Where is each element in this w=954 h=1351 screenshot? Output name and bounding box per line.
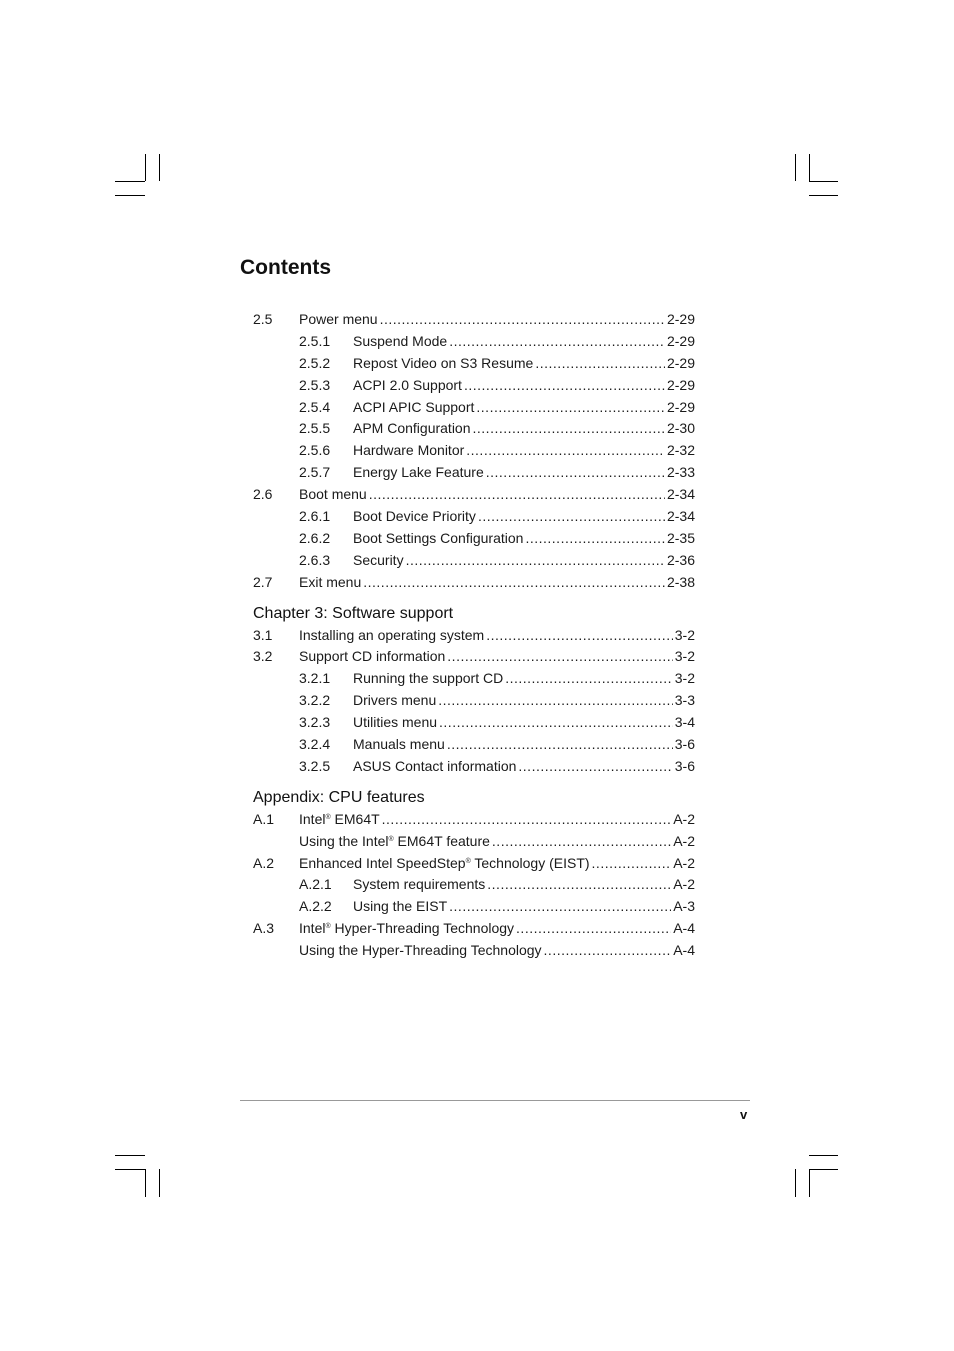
toc-entry[interactable] bbox=[253, 309, 695, 331]
entry-page: 2-34 bbox=[666, 486, 695, 503]
section-heading: Chapter 3: Software support bbox=[253, 604, 454, 622]
dot-leader bbox=[486, 462, 665, 484]
entry-label: Hardware Monitor bbox=[353, 442, 465, 459]
entry-label: Exit menu bbox=[299, 573, 362, 590]
dot-leader bbox=[544, 940, 672, 962]
dot-leader bbox=[406, 550, 665, 572]
entry-number: A.2.2 bbox=[299, 898, 332, 915]
entry-label: Support CD information bbox=[299, 648, 446, 665]
dot-leader bbox=[592, 853, 672, 875]
toc-entry[interactable] bbox=[253, 712, 695, 734]
entry-number: A.2.1 bbox=[299, 876, 332, 893]
entry-label: ASUS Contact information bbox=[353, 757, 517, 774]
entry-page: 3-6 bbox=[674, 736, 695, 753]
crop-mark bbox=[159, 1169, 160, 1197]
entry-number: 2.7 bbox=[253, 573, 273, 590]
entry-label: Using the Hyper-Threading Technology bbox=[299, 942, 542, 959]
toc-entry[interactable] bbox=[253, 831, 695, 853]
dot-leader bbox=[447, 734, 673, 756]
entry-page: 2-34 bbox=[666, 508, 695, 525]
section-heading: Appendix: CPU features bbox=[253, 788, 425, 806]
entry-label: ACPI 2.0 Support bbox=[353, 376, 462, 393]
entry-page: 3-4 bbox=[674, 714, 695, 731]
toc-entry[interactable] bbox=[253, 397, 695, 419]
dot-leader bbox=[439, 712, 673, 734]
entry-page: 3-3 bbox=[674, 692, 695, 709]
toc-entry[interactable] bbox=[253, 690, 695, 712]
toc-entry[interactable] bbox=[253, 809, 695, 831]
toc-entry[interactable] bbox=[253, 484, 695, 506]
dot-leader bbox=[449, 896, 671, 918]
toc-entry[interactable] bbox=[253, 734, 695, 756]
entry-page: A-4 bbox=[673, 942, 695, 959]
crop-mark bbox=[159, 154, 160, 181]
dot-leader bbox=[492, 831, 671, 853]
entry-page: 2-32 bbox=[666, 442, 695, 459]
toc-entry[interactable] bbox=[253, 918, 695, 940]
toc-entry[interactable] bbox=[253, 418, 695, 440]
entry-label: Manuals menu bbox=[353, 736, 445, 753]
dot-leader bbox=[438, 690, 673, 712]
entry-label: Using the Intel® EM64T feature bbox=[299, 832, 490, 849]
entry-page: 2-29 bbox=[666, 311, 695, 327]
toc-entry[interactable] bbox=[253, 375, 695, 397]
entry-label: Running the support CD bbox=[353, 670, 504, 687]
entry-number: 2.5.6 bbox=[299, 442, 331, 459]
toc-entry[interactable] bbox=[253, 874, 695, 896]
toc-entry[interactable] bbox=[253, 853, 695, 875]
dot-leader bbox=[525, 528, 665, 550]
dot-leader bbox=[449, 331, 665, 353]
toc-entry[interactable] bbox=[253, 625, 695, 647]
entry-number: 2.6 bbox=[253, 486, 273, 503]
entry-label: APM Configuration bbox=[353, 420, 471, 437]
entry-label: Suspend Mode bbox=[353, 332, 448, 349]
entry-page: A-2 bbox=[673, 854, 695, 871]
entry-page: A-4 bbox=[673, 920, 695, 937]
entry-page: 3-2 bbox=[674, 670, 695, 687]
dot-leader bbox=[518, 756, 672, 778]
dot-leader bbox=[363, 572, 665, 594]
entry-label: Intel® EM64T bbox=[299, 810, 380, 827]
toc-entry[interactable] bbox=[253, 896, 695, 918]
entry-page: 2-35 bbox=[666, 529, 695, 546]
entry-number: 2.5 bbox=[253, 311, 273, 327]
entry-page: 2-29 bbox=[666, 354, 695, 371]
dot-leader bbox=[380, 309, 665, 331]
toc-entry[interactable] bbox=[253, 462, 695, 484]
entry-page: 2-29 bbox=[666, 376, 695, 393]
crop-mark bbox=[809, 1155, 838, 1156]
entry-number: 3.2.3 bbox=[299, 714, 331, 731]
dot-leader bbox=[487, 874, 671, 896]
crop-mark bbox=[145, 1169, 146, 1197]
entry-number: 2.6.2 bbox=[299, 529, 331, 546]
entry-label: Boot Device Priority bbox=[353, 508, 476, 525]
entry-page: 2-33 bbox=[666, 464, 695, 481]
entry-number: A.1 bbox=[253, 810, 275, 827]
crop-mark bbox=[809, 195, 838, 196]
crop-mark bbox=[809, 154, 810, 181]
dot-leader bbox=[516, 918, 671, 940]
entry-page: A-3 bbox=[673, 898, 695, 915]
entry-page: 2-29 bbox=[666, 332, 695, 349]
entry-number: 3.2.2 bbox=[299, 692, 331, 709]
entry-number: 2.6.1 bbox=[299, 508, 331, 525]
entry-page: 3-2 bbox=[674, 648, 695, 665]
entry-number: 2.5.1 bbox=[299, 332, 331, 349]
dot-leader bbox=[447, 646, 672, 668]
dot-leader bbox=[505, 668, 673, 690]
entry-number: 3.2 bbox=[253, 648, 273, 665]
dot-leader bbox=[473, 418, 665, 440]
dot-leader bbox=[464, 375, 665, 397]
page-number: v bbox=[740, 1107, 748, 1122]
entry-label: Energy Lake Feature bbox=[353, 464, 484, 481]
dot-leader bbox=[476, 397, 665, 419]
entry-page: 2-38 bbox=[666, 573, 695, 590]
table-of-contents bbox=[253, 309, 695, 962]
toc-entry[interactable] bbox=[253, 506, 695, 528]
dot-leader bbox=[369, 484, 665, 506]
entry-number: A.2 bbox=[253, 854, 275, 871]
entry-page: A-2 bbox=[673, 876, 695, 893]
crop-mark bbox=[115, 181, 145, 182]
entry-number: A.3 bbox=[253, 920, 275, 937]
entry-number: 2.5.7 bbox=[299, 464, 331, 481]
dot-leader bbox=[535, 353, 665, 375]
toc-entry[interactable] bbox=[253, 646, 695, 668]
footer-rule bbox=[240, 1100, 750, 1101]
entry-page: A-2 bbox=[673, 810, 695, 827]
entry-number: 3.2.1 bbox=[299, 670, 331, 687]
entry-page: 2-36 bbox=[666, 551, 695, 568]
entry-label: Boot Settings Configuration bbox=[353, 529, 524, 546]
entry-label: Drivers menu bbox=[353, 692, 437, 709]
dot-leader bbox=[382, 809, 672, 831]
crop-mark bbox=[145, 154, 146, 181]
entry-label: Intel® Hyper-Threading Technology bbox=[299, 920, 515, 937]
crop-mark bbox=[795, 154, 796, 181]
entry-label: Enhanced Intel SpeedStep® Technology (EIST) bbox=[299, 854, 590, 871]
entry-label: Utilities menu bbox=[353, 714, 438, 731]
toc-section bbox=[253, 309, 695, 594]
entry-label: Installing an operating system bbox=[299, 626, 485, 643]
crop-mark bbox=[115, 195, 145, 196]
dot-leader bbox=[478, 506, 665, 528]
toc-section bbox=[253, 603, 695, 778]
crop-mark bbox=[809, 1169, 838, 1170]
toc-entry[interactable] bbox=[253, 528, 695, 550]
entry-page: 3-6 bbox=[674, 757, 695, 774]
entry-number: 2.5.4 bbox=[299, 398, 331, 415]
entry-page: 2-29 bbox=[666, 398, 695, 415]
entry-page: 3-2 bbox=[674, 626, 695, 643]
entry-label: ACPI APIC Support bbox=[353, 398, 475, 415]
entry-number: 3.2.4 bbox=[299, 736, 331, 753]
crop-mark bbox=[115, 1155, 145, 1156]
entry-label: Security bbox=[353, 551, 404, 568]
entry-label: Using the EIST bbox=[353, 898, 448, 915]
toc-entry[interactable] bbox=[253, 668, 695, 690]
crop-mark bbox=[795, 1169, 796, 1197]
toc-entry[interactable] bbox=[253, 353, 695, 375]
toc-entry[interactable] bbox=[253, 331, 695, 353]
entry-page: A-2 bbox=[673, 832, 695, 849]
toc-entry[interactable] bbox=[253, 550, 695, 572]
entry-number: 2.5.3 bbox=[299, 376, 331, 393]
entry-label: Boot menu bbox=[299, 486, 367, 503]
entry-label: System requirements bbox=[353, 876, 486, 893]
entry-number: 2.5.2 bbox=[299, 354, 331, 371]
dot-leader bbox=[466, 440, 665, 462]
toc-entry[interactable] bbox=[253, 572, 695, 594]
entry-number: 2.5.5 bbox=[299, 420, 331, 437]
entry-label: Power menu bbox=[299, 311, 378, 327]
entry-label: Repost Video on S3 Resume bbox=[353, 354, 534, 371]
entry-page: 2-30 bbox=[666, 420, 695, 437]
toc-entry[interactable] bbox=[253, 940, 695, 962]
toc-entry[interactable] bbox=[253, 440, 695, 462]
entry-number: 3.2.5 bbox=[299, 757, 331, 774]
crop-mark bbox=[115, 1169, 145, 1170]
crop-mark bbox=[809, 1169, 810, 1197]
page-title: Contents bbox=[240, 256, 331, 279]
entry-number: 3.1 bbox=[253, 626, 273, 643]
toc-entry[interactable] bbox=[253, 756, 695, 778]
crop-mark bbox=[809, 181, 838, 182]
dot-leader bbox=[486, 625, 673, 647]
entry-number: 2.6.3 bbox=[299, 551, 331, 568]
toc-section bbox=[253, 787, 695, 962]
